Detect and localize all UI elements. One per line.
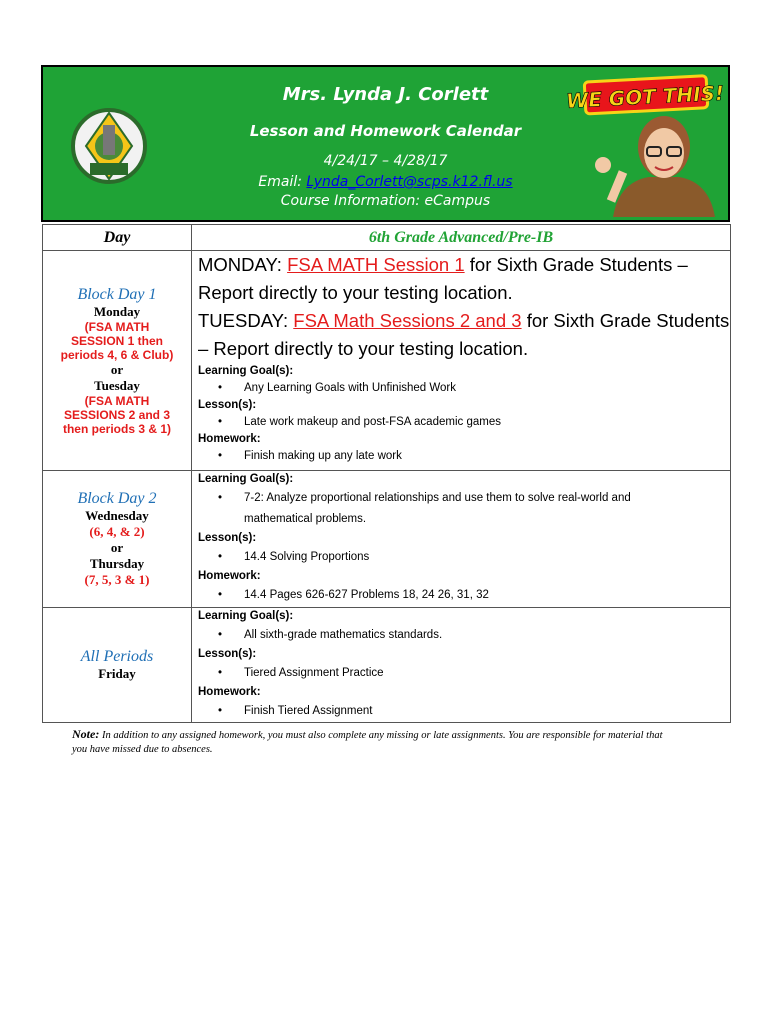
learning-goal-label: Learning Goal(s): (198, 610, 294, 622)
block-day-1-content (192, 251, 731, 471)
monday-rest: for Sixth Grade Students – Report directly to your testing location. (198, 254, 688, 303)
note-text: In addition to any assigned homework, you must also complete any missing or late assignments. You are responsible for material that you have missed due to absences. (72, 730, 663, 755)
table-header-row (43, 225, 731, 251)
lesson-label: Lesson(s): (198, 399, 257, 411)
all-periods-cell (43, 608, 192, 723)
block-day-1-cell (43, 251, 192, 471)
block-name: Block Day 1 (77, 285, 157, 303)
calendar-title: Lesson and Homework Calendar (249, 122, 522, 140)
lesson-label: Lesson(s): (198, 648, 257, 660)
email-label: Email: (258, 174, 307, 190)
homework-label: Homework: (198, 433, 261, 445)
day-name: Thursday (89, 556, 145, 571)
homework-text: Finish Tiered Assignment (244, 705, 373, 717)
day-name: Wednesday (85, 508, 149, 523)
all-periods-content (192, 608, 731, 723)
block-name: Block Day 2 (77, 490, 157, 507)
header-grade: 6th Grade Advanced/Pre-IB (192, 225, 731, 251)
learning-goal-item (198, 488, 730, 530)
day-note: SESSION 1 then (70, 333, 164, 348)
fsa-sessions-2-3-link[interactable]: FSA Math Sessions 2 and 3 (293, 310, 522, 331)
homework-item: • Finish making up any late work (198, 448, 730, 465)
course-info: Course Information: eCampus (280, 193, 491, 209)
date-range: 4/24/17 – 4/28/17 (323, 153, 448, 169)
tuesday-notice (198, 307, 730, 363)
lesson-item (198, 663, 730, 684)
lesson-text: Tiered Assignment Practice (244, 667, 384, 679)
monday-prefix: MONDAY: (198, 254, 288, 275)
or-label: or (110, 361, 124, 377)
learning-goal-text: 7-2: Analyze proportional relationships and use them to solve real-world and mathematical problems. (244, 492, 631, 525)
day-note: (FSA MATH (84, 393, 150, 408)
lesson-label: Lesson(s): (198, 532, 257, 544)
monday-notice (198, 251, 730, 307)
homework-item (198, 701, 730, 722)
footnote (72, 727, 672, 757)
or-label: or (110, 540, 124, 555)
day-name: Friday (98, 666, 136, 681)
block-name: All Periods (80, 648, 154, 665)
table-row (43, 251, 731, 471)
day-note: (FSA MATH (84, 319, 150, 334)
header-banner (41, 65, 730, 222)
day-note: then periods 3 & 1) (62, 421, 172, 436)
homework-label: Homework: (198, 686, 261, 698)
calendar-table (42, 224, 731, 723)
learning-goal-text: All sixth-grade mathematics standards. (244, 629, 443, 641)
tuesday-prefix: TUESDAY: (198, 310, 294, 331)
table-row (43, 471, 731, 608)
homework-label: Homework: (198, 570, 261, 582)
fsa-session-1-link[interactable]: FSA MATH Session 1 (287, 254, 465, 275)
day-note: (7, 5, 3 & 1) (84, 572, 150, 587)
learning-goal-label: Learning Goal(s): (198, 365, 294, 377)
svg-text:WE GOT THIS!: WE GOT THIS! (565, 80, 725, 114)
table-row (43, 608, 731, 723)
we-got-this-bitmoji (565, 77, 725, 217)
learning-goal-item: • Any Learning Goals with Unfinished Work (198, 380, 730, 397)
learning-goal-label: Learning Goal(s): (198, 473, 294, 485)
learning-goal-item (198, 625, 730, 646)
lesson-item: • Late work makeup and post-FSA academic games (198, 414, 730, 431)
block-day-2-content (192, 471, 731, 608)
lesson-item (198, 547, 730, 568)
tuesday-rest: for Sixth Grade Students – Report directly to your testing location. (198, 310, 730, 359)
lesson-text: 14.4 Solving Proportions (244, 551, 370, 563)
day-note: SESSIONS 2 and 3 (63, 407, 171, 422)
header-day: Day (43, 225, 192, 251)
block-day-2-cell (43, 471, 192, 608)
note-label: Note: (72, 727, 100, 741)
day-name: Monday (93, 303, 141, 319)
email-link[interactable]: Lynda_Corlett@scps.k12.fl.us (306, 174, 513, 190)
teacher-name: Mrs. Lynda J. Corlett (282, 84, 489, 105)
homework-text: 14.4 Pages 626-627 Problems 18, 24 26, 31, 32 (244, 589, 489, 601)
day-name: Tuesday (94, 377, 140, 393)
homework-item (198, 585, 730, 606)
day-note: periods 4, 6 & Club) (60, 347, 174, 362)
day-note: (6, 4, & 2) (89, 524, 145, 539)
